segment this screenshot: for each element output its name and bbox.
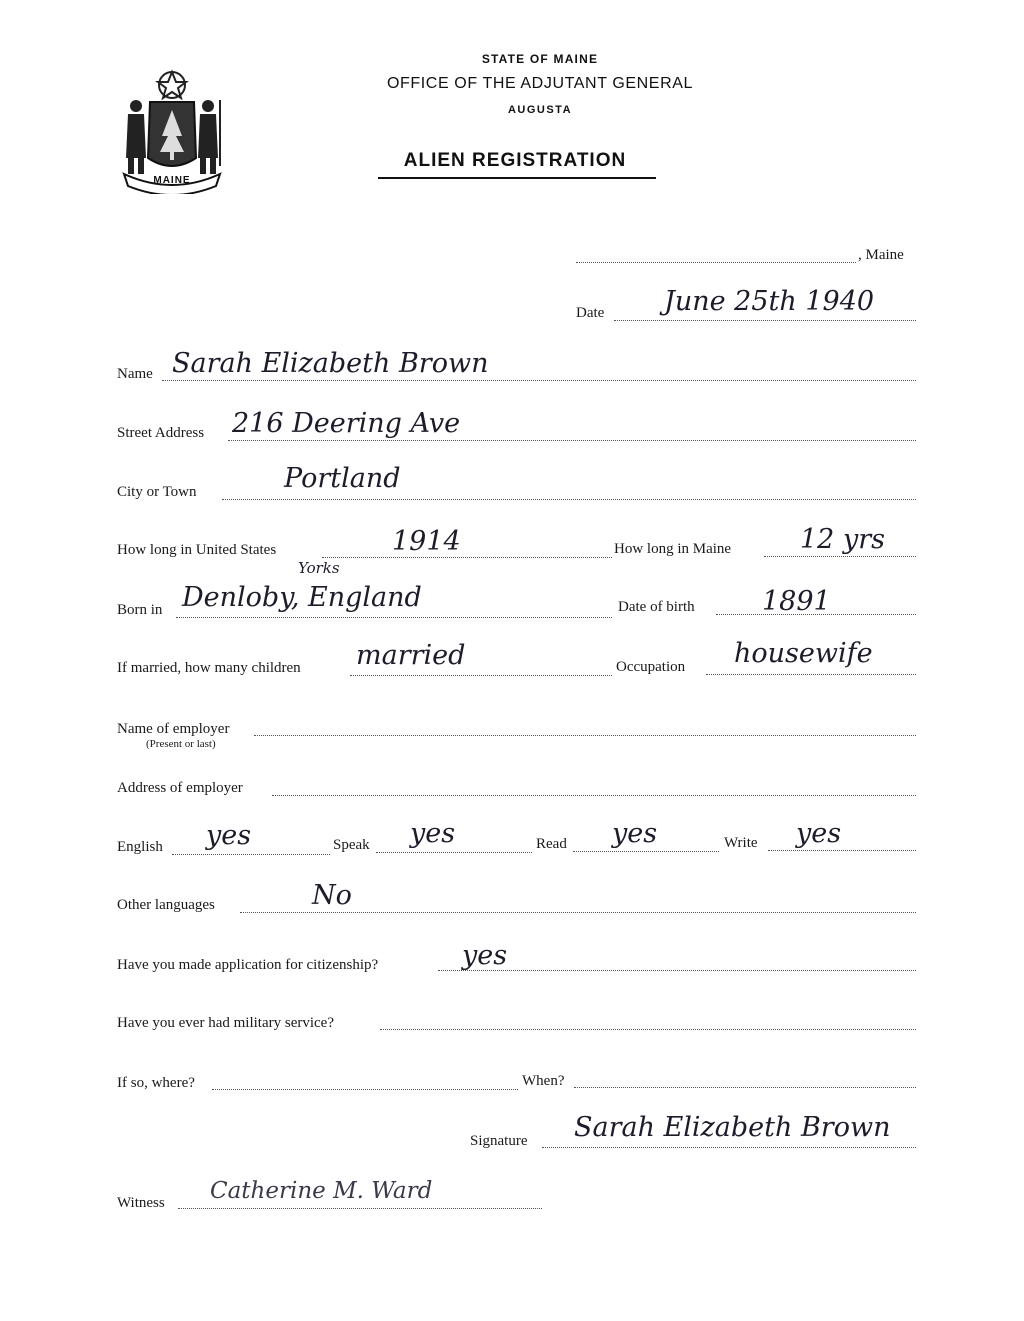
how-long-maine-label: How long in Maine bbox=[614, 541, 732, 557]
write-value: yes bbox=[796, 818, 842, 849]
name-line bbox=[162, 380, 916, 381]
how-long-us-value: 1914 bbox=[392, 526, 461, 557]
office-heading: OFFICE OF THE ADJUTANT GENERAL bbox=[386, 75, 694, 92]
city-label: City or Town bbox=[117, 484, 197, 500]
citizenship-line bbox=[438, 970, 916, 971]
speak-label: Speak bbox=[333, 837, 370, 853]
born-note: Yorks bbox=[298, 559, 340, 577]
street-value: 216 Deering Ave bbox=[232, 408, 461, 439]
city-heading: AUGUSTA bbox=[507, 104, 573, 116]
witness-label: Witness bbox=[117, 1195, 165, 1211]
name-label: Name bbox=[117, 366, 153, 382]
occupation-line bbox=[706, 674, 916, 675]
english-value: yes bbox=[206, 820, 252, 851]
date-value: June 25th 1940 bbox=[664, 286, 875, 317]
occupation-label: Occupation bbox=[616, 659, 686, 675]
when-label: When? bbox=[522, 1073, 565, 1089]
born-line bbox=[176, 617, 612, 618]
how-long-us-label: How long in United States bbox=[117, 542, 277, 558]
other-languages-label: Other languages bbox=[117, 897, 215, 913]
date-line bbox=[614, 320, 916, 321]
signature-label: Signature bbox=[470, 1133, 528, 1149]
signature-value: Sarah Elizabeth Brown bbox=[574, 1112, 891, 1143]
when-line bbox=[574, 1087, 916, 1088]
city-value: Portland bbox=[284, 463, 401, 494]
how-long-maine-line bbox=[764, 556, 916, 557]
military-label: Have you ever had military service? bbox=[117, 1015, 334, 1031]
seal-text: MAINE bbox=[153, 175, 191, 186]
born-value: Denloby, England bbox=[182, 582, 422, 613]
write-line bbox=[768, 850, 916, 851]
date-label: Date bbox=[576, 305, 605, 321]
witness-value: Catherine M. Ward bbox=[210, 1178, 433, 1204]
born-label: Born in bbox=[117, 602, 163, 618]
maine-suffix: , Maine bbox=[858, 247, 904, 263]
read-line bbox=[573, 851, 719, 852]
employer-label: Name of employer bbox=[117, 721, 230, 737]
employer-sub-label: (Present or last) bbox=[146, 738, 216, 750]
street-line bbox=[228, 440, 916, 441]
read-value: yes bbox=[612, 818, 658, 849]
dob-label: Date of birth bbox=[618, 599, 695, 615]
military-line bbox=[380, 1029, 916, 1030]
street-label: Street Address bbox=[117, 425, 205, 441]
how-long-maine-value: 12 yrs bbox=[800, 524, 885, 555]
title-underline bbox=[378, 177, 656, 179]
dob-value: 1891 bbox=[762, 586, 831, 617]
how-long-us-line bbox=[322, 557, 612, 558]
citizenship-value: yes bbox=[462, 940, 508, 971]
signature-line bbox=[542, 1147, 916, 1148]
form-title: ALIEN REGISTRATION bbox=[403, 150, 627, 171]
english-line bbox=[172, 854, 330, 855]
employer-address-label: Address of employer bbox=[117, 780, 243, 796]
write-label: Write bbox=[724, 835, 758, 851]
other-languages-line bbox=[240, 912, 916, 913]
employer-line bbox=[254, 735, 916, 736]
read-label: Read bbox=[536, 836, 567, 852]
children-line bbox=[350, 675, 612, 676]
where-line bbox=[212, 1089, 518, 1090]
city-line bbox=[222, 499, 916, 500]
town-field-line bbox=[576, 262, 856, 263]
state-heading: STATE OF MAINE bbox=[481, 52, 599, 66]
witness-line bbox=[178, 1208, 542, 1209]
other-languages-value: No bbox=[312, 880, 352, 911]
children-label: If married, how many children bbox=[117, 660, 301, 676]
name-value: Sarah Elizabeth Brown bbox=[172, 348, 489, 379]
where-label: If so, where? bbox=[117, 1075, 195, 1091]
employer-address-line bbox=[272, 795, 916, 796]
speak-value: yes bbox=[410, 818, 456, 849]
occupation-value: housewife bbox=[734, 638, 873, 669]
speak-line bbox=[376, 852, 532, 853]
english-label: English bbox=[117, 839, 163, 855]
children-value: married bbox=[356, 640, 466, 671]
citizenship-label: Have you made application for citizenship? bbox=[117, 957, 379, 973]
